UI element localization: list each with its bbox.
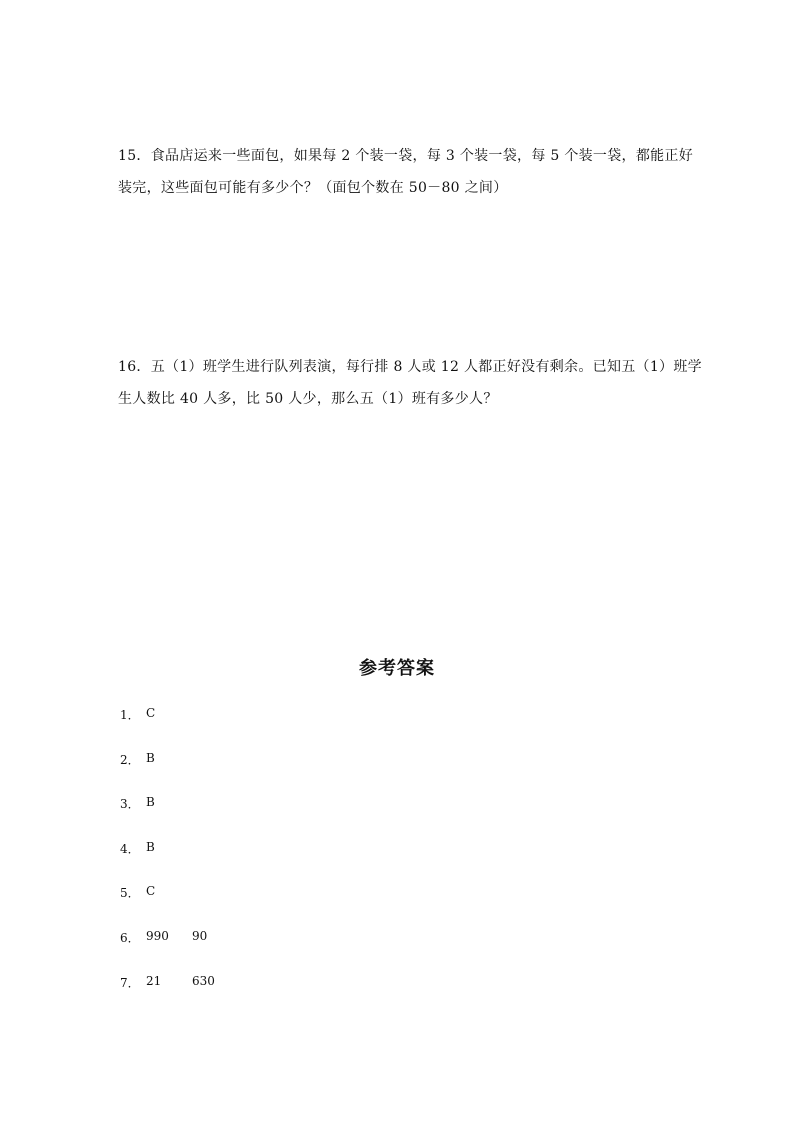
answer-item — [120, 974, 215, 1019]
answer-value: B — [146, 795, 155, 810]
answer-item — [120, 795, 215, 840]
answer-number: 2． — [120, 752, 140, 767]
answer-number: 5． — [120, 886, 140, 901]
answer-value: B — [146, 839, 155, 854]
answer-number: 3． — [120, 797, 140, 812]
answer-item — [120, 929, 215, 974]
question-16 — [118, 351, 702, 415]
question-text-line: 生人数比 40 人多，比 50 人少，那么五（1）班有多少人？ — [118, 391, 498, 407]
answer-item — [120, 840, 215, 885]
question-text-line: 装完，这些面包可能有多少个？（面包个数在 50－80 之间） — [118, 180, 508, 196]
answer-item — [120, 884, 215, 929]
answer-number: 7． — [120, 975, 140, 990]
question-text-line: 15．食品店运来一些面包，如果每 2 个装一袋，每 3 个装一袋，每 5 个装一袋，都能正好 — [118, 148, 694, 164]
answer-number: 1． — [120, 708, 140, 722]
answer-key-title: 参考答案 — [359, 658, 435, 679]
answer-value: B — [146, 750, 155, 765]
answer-value: C — [146, 706, 156, 720]
answer-item — [120, 706, 215, 751]
answer-value-second: 630 — [192, 973, 215, 988]
answer-value: C — [146, 884, 156, 899]
answer-item — [120, 751, 215, 796]
answer-value: 990 — [146, 928, 169, 943]
question-15 — [118, 140, 694, 204]
answer-key-list — [120, 706, 215, 1018]
answer-value: 21 — [146, 973, 162, 988]
question-text-line: 16．五（1）班学生进行队列表演，每行排 8 人或 12 人都正好没有剩余。已知五（1）班学 — [118, 359, 702, 375]
answer-value-second: 90 — [192, 928, 208, 943]
answer-number: 6． — [120, 930, 140, 945]
answer-number: 4． — [120, 841, 140, 856]
